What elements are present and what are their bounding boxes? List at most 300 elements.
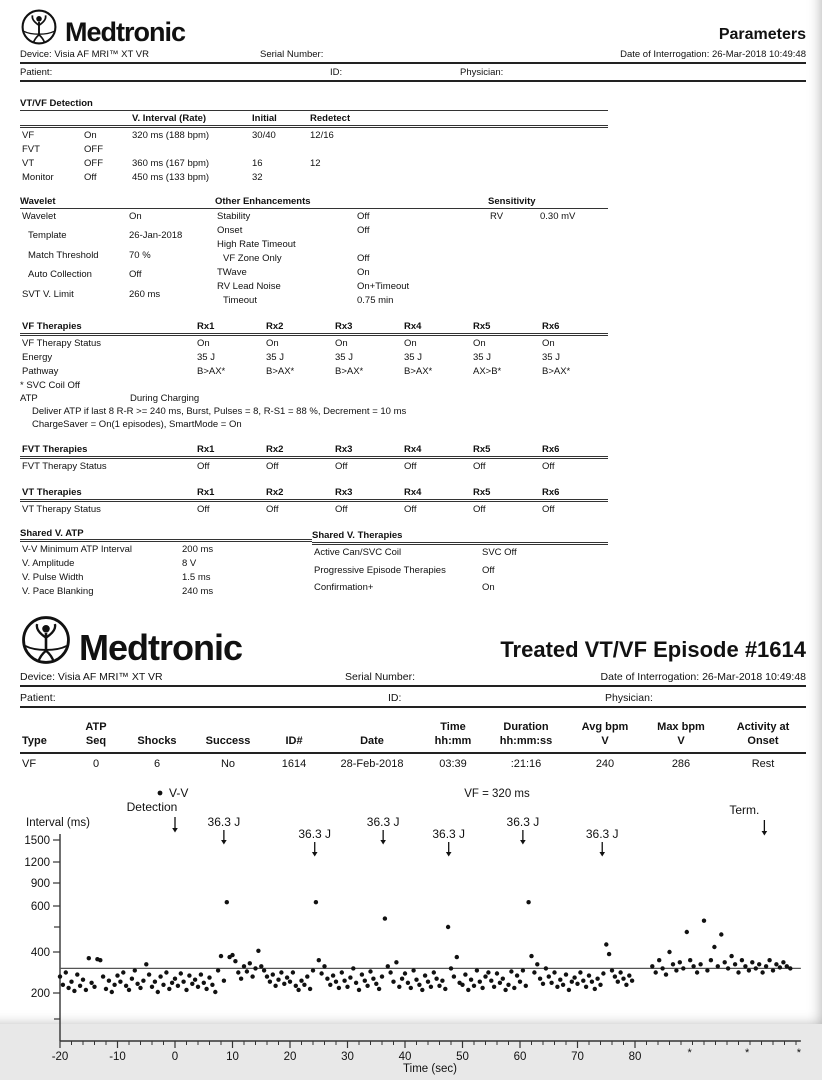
scatter-point	[472, 983, 476, 987]
scatter-point	[242, 964, 246, 968]
scatter-point	[199, 972, 203, 976]
table-row	[20, 570, 312, 584]
scatter-point	[695, 970, 699, 974]
scatter-point	[271, 972, 275, 976]
scatter-point	[518, 979, 522, 983]
rx-value: Off	[404, 460, 417, 472]
scatter-point	[121, 970, 125, 974]
scatter-point	[230, 952, 234, 956]
rx-value: Off	[473, 460, 486, 472]
param-label: TWave	[217, 266, 247, 278]
table-row	[215, 251, 488, 265]
param-value: 260 ms	[129, 288, 161, 300]
scatter-point	[452, 974, 456, 978]
scatter-point	[736, 970, 740, 974]
shock-energy-label: 36.3 J	[207, 814, 241, 829]
scatter-point	[101, 974, 105, 978]
table-row	[312, 563, 608, 581]
down-arrow-icon	[446, 852, 452, 857]
scatter-point	[764, 964, 768, 968]
scatter-point	[245, 969, 249, 973]
scatter-point	[112, 982, 116, 986]
section-title-shared-atp: Shared V. ATP	[20, 528, 312, 541]
scatter-point	[187, 973, 191, 977]
scatter-point	[437, 983, 441, 987]
scatter-point	[107, 978, 111, 982]
scatter-point	[541, 981, 545, 985]
scatter-point	[613, 974, 617, 978]
param-value: 0.75 min	[357, 294, 394, 306]
y-axis-title: Interval (ms)	[26, 816, 90, 829]
param-label: Progressive Episode Therapies	[314, 564, 446, 576]
zone-state: OFF	[84, 143, 103, 155]
rx-value: Off	[266, 460, 279, 472]
scatter-point	[561, 982, 565, 986]
band-body	[20, 209, 608, 307]
scatter-point	[767, 958, 771, 962]
param-value: On	[129, 210, 142, 222]
scatter-point	[754, 966, 758, 970]
table-row	[20, 350, 608, 364]
zone-redetect	[308, 142, 608, 156]
scatter-point	[158, 974, 162, 978]
zone-state: Off	[84, 171, 97, 183]
scatter-point	[288, 979, 292, 983]
scatter-point	[716, 964, 720, 968]
interrogation-date: Date of Interrogation: 26-Mar-2018 10:49:48	[600, 671, 806, 683]
svg-text:900: 900	[30, 877, 50, 890]
rx-header: Rx2	[264, 319, 333, 335]
scatter-point	[380, 974, 384, 978]
scatter-point	[475, 968, 479, 972]
param-value: 8 V	[182, 557, 197, 569]
scatter-point	[627, 973, 631, 977]
scatter-point	[363, 978, 367, 982]
col-header-id: ID#	[266, 720, 322, 753]
scatter-point	[144, 962, 148, 966]
rx-header: Rx1	[195, 319, 264, 335]
col-header-shocks: Shocks	[124, 720, 190, 753]
param-label: Stability	[217, 210, 251, 222]
scatter-point	[354, 980, 358, 984]
scatter-point	[570, 979, 574, 983]
atp-label: ATP	[20, 393, 38, 404]
page2-header	[20, 614, 806, 708]
scatter-point	[138, 985, 142, 989]
scatter-point	[391, 979, 395, 983]
scatter-point	[712, 944, 716, 948]
scatter-point	[176, 983, 180, 987]
scatter-point	[771, 968, 775, 972]
rx-header: Rx4	[402, 442, 471, 458]
param-value	[355, 237, 488, 251]
scatter-point	[256, 948, 260, 952]
scatter-point	[66, 985, 70, 989]
zone-name: FVT	[22, 143, 40, 155]
col-header-activity: Activity at Onset	[720, 720, 806, 753]
table-row	[215, 279, 488, 293]
scatter-point	[147, 972, 151, 976]
param-label: FVT Therapy Status	[22, 460, 107, 472]
section-title-shared-therapies: Shared V. Therapies	[312, 528, 608, 544]
scatter-point	[781, 960, 785, 964]
svg-text:50: 50	[456, 1050, 469, 1063]
physician-label: Physician:	[460, 67, 504, 78]
table-row	[215, 223, 488, 237]
scatter-point	[426, 979, 430, 983]
scatter-point	[423, 973, 427, 977]
table-row	[20, 142, 608, 156]
scatter-point	[386, 964, 390, 968]
scatter-point	[757, 962, 761, 966]
rx-value: B>AX*	[266, 365, 295, 377]
scatter-point	[236, 970, 240, 974]
scatter-point	[124, 983, 128, 987]
scatter-point	[302, 982, 306, 986]
scatter-point	[403, 971, 407, 975]
scatter-point	[351, 966, 355, 970]
param-label: Active Can/SVC Coil	[314, 546, 402, 558]
shared-atp-table	[20, 528, 312, 598]
rx-value: 35 J	[473, 351, 491, 363]
param-value: Off	[357, 252, 370, 264]
table-row	[215, 209, 488, 223]
scatter-point	[216, 968, 220, 972]
col-header-avg-bpm: Avg bpm V	[568, 720, 642, 753]
scatter-point	[233, 959, 237, 963]
zone-redetect: 12	[310, 157, 321, 169]
scatter-point	[483, 974, 487, 978]
scatter-point	[572, 975, 576, 979]
scatter-point	[374, 981, 378, 985]
table-row	[488, 209, 608, 307]
param-label: High Rate Timeout	[217, 238, 296, 250]
scatter-point	[544, 966, 548, 970]
scatter-point	[110, 989, 114, 993]
table-row	[20, 209, 215, 229]
scatter-point	[678, 960, 682, 964]
zone-initial: 16	[252, 157, 263, 169]
scatter-point	[702, 918, 706, 922]
shock-energy-label: 36.3 J	[585, 826, 619, 841]
rx-header: Rx5	[471, 485, 540, 501]
scatter-point	[604, 942, 608, 946]
device-info-row	[20, 669, 806, 687]
physician-label: Physician:	[605, 692, 653, 704]
scatter-point	[383, 916, 387, 920]
scatter-point	[161, 982, 165, 986]
param-label: RV Lead Noise	[217, 280, 281, 292]
col-header-interval: V. Interval (Rate)	[130, 111, 250, 127]
other-enhancements-table	[215, 209, 488, 307]
zone-interval: 320 ms (188 bpm)	[132, 129, 210, 141]
episode-avg-bpm: 240	[595, 757, 615, 770]
scatter-point	[434, 976, 438, 980]
scatter-point	[432, 970, 436, 974]
scatter-point	[607, 951, 611, 955]
rx-value: On	[473, 337, 486, 349]
scatter-point	[521, 968, 525, 972]
scatter-point	[535, 962, 539, 966]
param-value: On	[482, 582, 495, 593]
fvt-therapies-header-row	[20, 442, 608, 458]
patient-label: Patient:	[20, 692, 56, 704]
scatter-point	[587, 973, 591, 977]
param-value: 0.30 mV	[540, 210, 576, 222]
table-row	[215, 265, 488, 279]
rx-header: Rx3	[333, 319, 402, 335]
table-row	[20, 229, 215, 249]
param-label: Pathway	[22, 365, 59, 377]
param-value: On	[357, 266, 370, 278]
episode-date: 28-Feb-2018	[340, 757, 404, 770]
scatter-point	[688, 958, 692, 962]
scatter-point	[164, 970, 168, 974]
rx-header: Rx6	[540, 485, 608, 501]
table-row	[20, 156, 608, 170]
vt-therapies-header-row	[20, 485, 608, 501]
scatter-point	[305, 974, 309, 978]
scatter-point	[503, 987, 507, 991]
param-value: 200 ms	[182, 543, 214, 555]
scatter-point	[709, 958, 713, 962]
termination-label: Term.	[729, 802, 760, 817]
down-arrow-icon	[380, 840, 386, 845]
fvt-therapies-table	[20, 442, 608, 473]
zone-redetect: 12/16	[310, 129, 334, 141]
table-row	[20, 556, 312, 570]
scatter-point	[555, 984, 559, 988]
scatter-point	[532, 970, 536, 974]
zone-name: VT	[22, 157, 35, 169]
col-header-duration: Duration hh:mm:ss	[484, 720, 568, 753]
scatter-point	[311, 968, 315, 972]
table-row	[20, 335, 608, 351]
param-value: 1.5 ms	[182, 571, 211, 583]
brand-row	[20, 614, 806, 666]
table-row	[312, 544, 608, 563]
id-label: ID:	[330, 67, 343, 78]
table-row	[20, 458, 608, 474]
scatter-point	[466, 987, 470, 991]
col-header-empty	[82, 111, 130, 127]
scatter-point	[204, 986, 208, 990]
svg-text:1500: 1500	[24, 834, 50, 847]
scatter-point	[743, 964, 747, 968]
scatter-point	[250, 974, 254, 978]
scatter-point	[299, 978, 303, 982]
zone-name: Monitor	[22, 171, 54, 183]
scatter-point	[618, 970, 622, 974]
scatter-point	[501, 976, 505, 980]
scatter-point	[595, 976, 599, 980]
scatter-point	[253, 966, 257, 970]
scatter-point	[334, 979, 338, 983]
svg-text:10: 10	[226, 1050, 239, 1063]
scatter-point	[506, 982, 510, 986]
rx-value: B>AX*	[542, 365, 571, 377]
scatter-point	[621, 976, 625, 980]
param-label: Onset	[217, 224, 243, 236]
scatter-point	[193, 977, 197, 981]
scatter-point	[449, 966, 453, 970]
col-header-atp-seq: ATP Seq	[68, 720, 124, 753]
scatter-point	[87, 956, 91, 960]
scatter-point	[331, 973, 335, 977]
rx-value: B>AX*	[335, 365, 364, 377]
patient-info-row	[20, 690, 806, 708]
scatter-point	[740, 958, 744, 962]
section-title-other-enhancements: Other Enhancements	[215, 196, 311, 207]
col-header-max-bpm: Max bpm V	[642, 720, 720, 753]
scatter-point	[469, 977, 473, 981]
scatter-point	[64, 970, 68, 974]
section-title-wavelet: Wavelet	[20, 196, 56, 207]
rx-value: On	[404, 337, 417, 349]
table-row	[20, 364, 608, 378]
svg-text:V-V: V-V	[169, 785, 189, 800]
scatter-point	[584, 984, 588, 988]
scatter-point	[210, 982, 214, 986]
param-label: RV	[490, 210, 504, 222]
scatter-point	[317, 958, 321, 962]
scatter-point	[478, 979, 482, 983]
param-label: V. Pulse Width	[22, 571, 84, 583]
shock-energy-label: 36.3 J	[432, 826, 466, 841]
scatter-point	[133, 968, 137, 972]
param-value: Off	[357, 224, 370, 236]
scatter-point	[509, 969, 513, 973]
scatter-point	[104, 986, 108, 990]
scatter-point	[207, 975, 211, 979]
svg-text:-20: -20	[51, 1050, 69, 1063]
rx-value: Off	[404, 503, 417, 515]
scatter-point	[691, 964, 695, 968]
scatter-point	[414, 977, 418, 981]
rx-header: Rx5	[471, 442, 540, 458]
rx-value: 35 J	[404, 351, 422, 363]
zone-interval: 450 ms (133 bpm)	[132, 171, 210, 183]
col-header-success: Success	[190, 720, 266, 753]
rx-value: Off	[197, 460, 210, 472]
scatter-point	[314, 900, 318, 904]
scatter-point	[598, 982, 602, 986]
scatter-point	[273, 983, 277, 987]
param-label: Timeout	[223, 294, 257, 306]
episode-row	[20, 753, 806, 772]
rx-value: On	[266, 337, 279, 349]
rx-header: Rx6	[540, 442, 608, 458]
scatter-point	[705, 968, 709, 972]
band-titles	[20, 196, 608, 209]
scatter-point	[150, 984, 154, 988]
table-row	[20, 268, 215, 288]
episode-shocks: 6	[153, 757, 161, 770]
episode-duration: :21:16	[510, 757, 542, 770]
detection-label: Detection	[126, 799, 178, 814]
scatter-point	[213, 989, 217, 993]
episode-max-bpm: 286	[671, 757, 691, 770]
scatter-point	[667, 949, 671, 953]
table-row	[20, 584, 312, 598]
scatter-point	[671, 962, 675, 966]
rx-value: 35 J	[197, 351, 215, 363]
scatter-point	[365, 983, 369, 987]
zone-initial	[250, 142, 308, 156]
zone-state: OFF	[84, 157, 103, 169]
scatter-point	[190, 981, 194, 985]
scatter-point	[660, 966, 664, 970]
zone-name: VF	[22, 129, 35, 141]
scatter-point	[657, 958, 661, 962]
scatter-point	[417, 982, 421, 986]
scatter-point	[294, 983, 298, 987]
patient-info-row	[20, 67, 806, 82]
svg-text:70: 70	[571, 1050, 584, 1063]
svg-text:*: *	[687, 1046, 692, 1059]
param-label: V. Pace Blanking	[22, 585, 94, 597]
scatter-point	[498, 980, 502, 984]
svg-text:20: 20	[283, 1050, 297, 1063]
col-header-initial: Initial	[250, 111, 308, 127]
scatter-point	[463, 972, 467, 976]
param-label: VF Zone Only	[223, 252, 282, 264]
episode-activity: Rest	[751, 757, 775, 770]
vf-therapies-header-row	[20, 319, 608, 335]
param-value: SVC Off	[482, 546, 517, 558]
param-value: 240 ms	[182, 585, 214, 597]
vv-interval-chart	[20, 774, 810, 1080]
scatter-point	[601, 971, 605, 975]
scatter-point	[578, 970, 582, 974]
svg-text:30: 30	[341, 1050, 354, 1063]
scatter-point	[788, 966, 792, 970]
col-header-redetect: Redetect	[308, 111, 608, 127]
scatter-point	[681, 966, 685, 970]
scatter-point	[774, 962, 778, 966]
scatter-point	[141, 978, 145, 982]
rx-value: Off	[542, 503, 555, 515]
scatter-point	[512, 985, 516, 989]
scatter-point	[268, 979, 272, 983]
down-arrow-icon	[172, 828, 178, 833]
episode-atp-seq: 0	[92, 757, 100, 770]
table-row	[215, 237, 488, 251]
down-arrow-icon	[599, 852, 605, 857]
sensitivity-table	[488, 209, 608, 307]
scatter-point	[480, 985, 484, 989]
scatter-point	[610, 968, 614, 972]
scatter-point	[547, 974, 551, 978]
param-label: V-V Minimum ATP Interval	[22, 543, 132, 555]
scatter-point	[685, 929, 689, 933]
page1-title: Parameters	[718, 26, 806, 43]
scatter-point	[723, 960, 727, 964]
x-axis-title: Time (sec)	[403, 1062, 457, 1075]
scatter-point	[328, 982, 332, 986]
scatter-point	[225, 900, 229, 904]
scatter-point	[81, 977, 85, 981]
scatter-point	[322, 964, 326, 968]
svc-coil-footnote: * SVC Coil Off	[20, 380, 81, 391]
scatter-point	[92, 984, 96, 988]
scatter-point	[411, 968, 415, 972]
scatter-point	[78, 983, 82, 987]
wavelet-table	[20, 209, 215, 307]
scatter-point	[733, 962, 737, 966]
episode-header-row	[20, 720, 806, 753]
scatter-point	[420, 987, 424, 991]
